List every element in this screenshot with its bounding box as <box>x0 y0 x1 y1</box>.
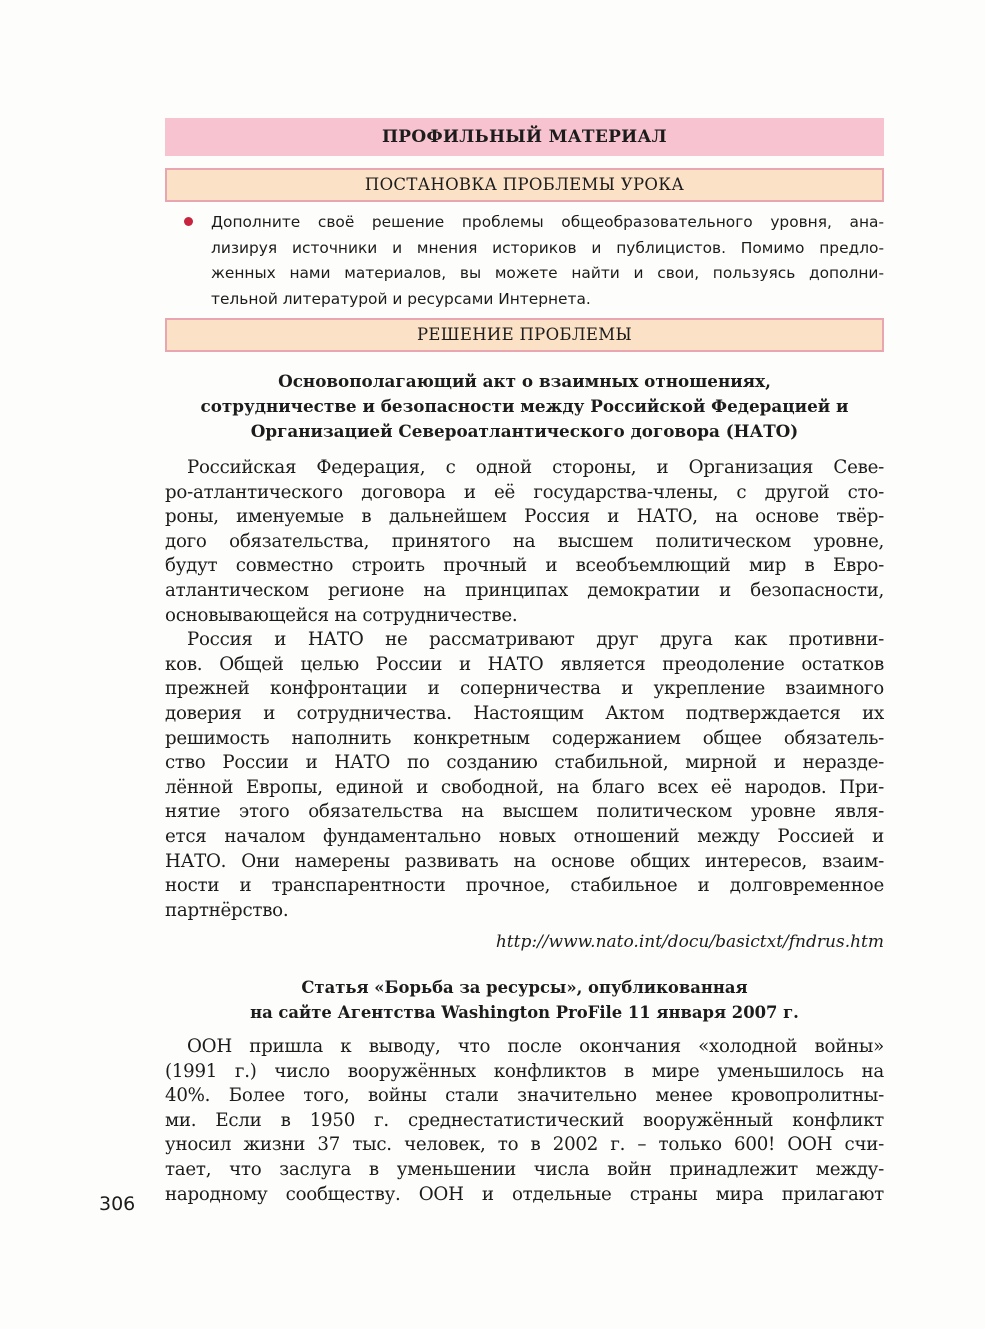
text-line: доверия и сотрудничества. Настоящим Актом подтверждается их <box>165 702 884 724</box>
text-line: ми. Если в 1950 г. среднестатистический вооружённый конфликт <box>165 1109 884 1131</box>
text-line: НАТО. Они намерены развивать на основе общих интересов, взаим- <box>165 850 884 872</box>
title-line: на сайте Агентства Washington ProFile 11 января 2007 г. <box>250 1003 799 1022</box>
text-line: решимость наполнить конкретным содержанием общее обязатель- <box>165 727 884 749</box>
text-line: ООН пришла к выводу, что после окончания «холодной войны» <box>187 1036 884 1057</box>
task-text-line: женных нами материалов, вы можете найти и свои, пользуясь дополни- <box>211 264 884 282</box>
bullet-icon <box>184 217 193 226</box>
task-text-line: тельной литературой и ресурсами Интернета. <box>211 289 591 308</box>
text-line: тает, что заслуга в уменьшении числа войн принадлежит между- <box>165 1158 884 1180</box>
profile-material-header: ПРОФИЛЬНЫЙ МАТЕРИАЛ <box>165 118 884 156</box>
text-line: уносил жизни 37 тыс. человек, то в 2002 г. – только 600! ООН счи- <box>165 1134 884 1156</box>
text-line: будут совместно строить прочный и всеобъемлющий мир в Евро- <box>165 555 884 577</box>
document-2-title <box>165 975 884 1025</box>
document-1-body <box>165 456 884 923</box>
task-bullet <box>184 210 884 312</box>
page-number: 306 <box>99 1193 136 1215</box>
text-line: дого обязательства, принятого на высшем политическом уровне, <box>165 530 884 552</box>
task-text-line: Дополните своё решение проблемы общеобразовательного уровня, ана- <box>211 213 884 231</box>
text-line: прежней конфронтации и соперничества и укрепление взаимного <box>165 678 884 700</box>
task-text-line: лизируя источники и мнения историков и публицистов. Помимо предло- <box>211 238 884 257</box>
text-line: 40%. Более того, войны стали значительно менее кровопролитны- <box>165 1085 884 1107</box>
text-line: основывающейся на сотрудничестве. <box>165 604 518 626</box>
text-line: Российская Федерация, с одной стороны, и Организация Севе- <box>187 457 884 478</box>
text-line: лённой Европы, единой и свободной, на благо всех её народов. При- <box>165 776 884 798</box>
text-line: Россия и НАТО не рассматривают друг друга как противни- <box>187 629 884 651</box>
text-line: атлантическом регионе на принципах демократии и безопасности, <box>165 579 884 601</box>
title-line: Основополагающий акт о взаимных отношениях, <box>278 371 771 391</box>
text-line: роны, именуемые в дальнейшем Россия и НАТО, на основе твёр- <box>165 506 884 528</box>
text-line: ется началом фундаментально новых отношений между Россией и <box>165 825 884 847</box>
title-line: Организацией Североатлантического договора (НАТО) <box>250 421 799 441</box>
text-line: нятие этого обязательства на высшем политическом уровне явля- <box>165 801 884 823</box>
text-line: ро-атлантического договора и её государства-члены, с другой сто- <box>165 481 884 503</box>
text-line: (1991 г.) число вооружённых конфликтов в мире уменьшилось на <box>165 1060 884 1082</box>
title-line: сотрудничестве и безопасности между Российской Федерацией и <box>200 396 849 416</box>
solution-header: РЕШЕНИЕ ПРОБЛЕМЫ <box>165 318 884 352</box>
text-line: ство России и НАТО по созданию стабильной, мирной и нераздe- <box>165 752 884 774</box>
document-2-body <box>165 1035 884 1207</box>
text-line: народному сообществу. ООН и отдельные страны мира прилагают <box>165 1183 884 1205</box>
text-line: партнёрство. <box>165 899 289 921</box>
title-line: Статья «Борьба за ресурсы», опубликованная <box>301 978 748 997</box>
text-line: ности и транспарентности прочное, стабильное и долговременное <box>165 875 884 897</box>
text-line: ков. Общей целью России и НАТО является преодоление остатков <box>165 653 884 675</box>
task-header: ПОСТАНОВКА ПРОБЛЕМЫ УРОКА <box>165 168 884 202</box>
document-1-title <box>165 369 884 444</box>
source-link: http://www.nato.int/docu/basictxt/fndrus.htm <box>495 932 884 952</box>
